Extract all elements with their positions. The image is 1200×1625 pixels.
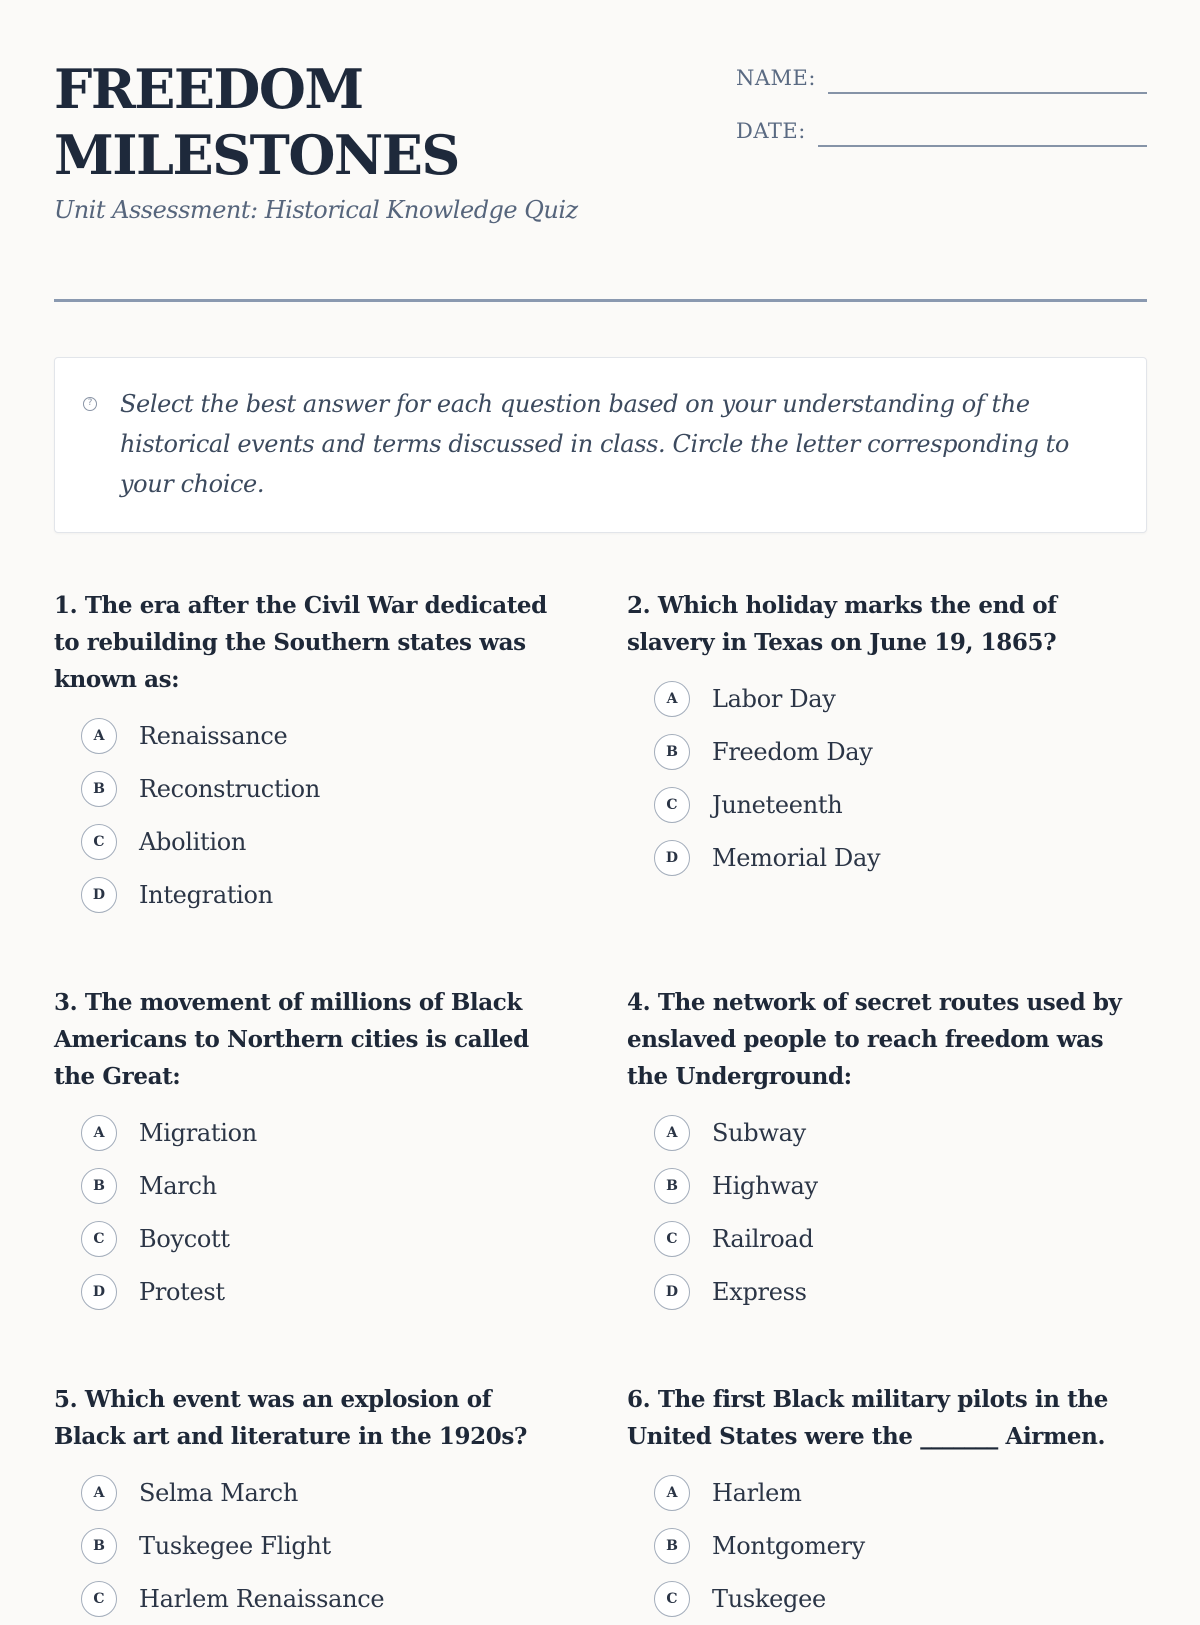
option-d[interactable]	[54, 1265, 554, 1318]
option-c[interactable]	[627, 1212, 1127, 1265]
question-text: 3. The movement of millions of Black Americans to Northern cities is called the Great:	[54, 989, 529, 1090]
question-text: 2. Which holiday marks the end of slavery in Texas on June 19, 1865?	[627, 592, 1057, 656]
question-text: 1. The era after the Civil War dedicated to rebuilding the Southern states was known as:	[54, 592, 547, 693]
option-text: Juneteenth	[712, 790, 843, 819]
option-text: March	[139, 1171, 217, 1200]
option-text: Reconstruction	[139, 774, 320, 803]
option-letter[interactable]: C	[654, 787, 690, 823]
option-letter[interactable]: C	[81, 1581, 117, 1617]
option-letter[interactable]: B	[81, 1528, 117, 1564]
option-a[interactable]	[627, 672, 1127, 725]
option-letter[interactable]: B	[81, 1168, 117, 1204]
option-text: Boycott	[139, 1224, 230, 1253]
option-letter[interactable]: C	[654, 1581, 690, 1617]
quiz-page	[54, 0, 1147, 1613]
option-a[interactable]	[54, 1106, 554, 1159]
option-b[interactable]	[54, 1159, 554, 1212]
option-c[interactable]	[54, 1212, 554, 1265]
option-d[interactable]	[627, 831, 1127, 884]
option-letter[interactable]: B	[654, 1168, 690, 1204]
option-text: Labor Day	[712, 684, 836, 713]
question-4	[627, 984, 1127, 1318]
student-fields	[736, 58, 1147, 164]
option-b[interactable]	[54, 762, 554, 815]
option-text: Freedom Day	[712, 737, 873, 766]
option-c[interactable]	[54, 815, 554, 868]
option-letter[interactable]: C	[81, 1221, 117, 1257]
instructions-box	[54, 357, 1147, 533]
question-3	[54, 984, 554, 1318]
option-list	[54, 1466, 554, 1625]
option-d[interactable]	[54, 868, 554, 921]
option-d[interactable]	[627, 1265, 1127, 1318]
info-icon: ?	[83, 397, 97, 411]
option-text: Selma March	[139, 1478, 298, 1507]
name-label: NAME:	[736, 66, 816, 90]
date-field	[736, 111, 1147, 147]
option-letter[interactable]: B	[654, 734, 690, 770]
option-list	[627, 1106, 1127, 1318]
option-text: Montgomery	[712, 1531, 865, 1560]
question-6	[627, 1381, 1127, 1625]
question-2	[627, 587, 1127, 884]
date-label: DATE:	[736, 119, 806, 143]
option-list	[54, 1106, 554, 1318]
option-list	[627, 672, 1127, 884]
option-text: Subway	[712, 1118, 806, 1147]
option-list	[54, 709, 554, 921]
option-c[interactable]	[54, 1572, 554, 1625]
header-divider	[54, 299, 1147, 302]
option-letter[interactable]: A	[81, 1475, 117, 1511]
option-a[interactable]	[54, 1466, 554, 1519]
option-b[interactable]	[627, 725, 1127, 778]
question-1	[54, 587, 554, 921]
option-text: Renaissance	[139, 721, 288, 750]
option-letter[interactable]: D	[81, 1274, 117, 1310]
option-a[interactable]	[627, 1106, 1127, 1159]
name-field	[736, 58, 1147, 94]
option-b[interactable]	[627, 1519, 1127, 1572]
option-c[interactable]	[627, 1572, 1127, 1625]
question-text: 4. The network of secret routes used by enslaved people to reach freedom was the Underground:	[627, 989, 1122, 1090]
instructions-text: Select the best answer for each question based on your understanding of the historical events and terms discussed in class. Circle the letter corresponding to your choice.	[120, 390, 1069, 498]
option-text: Express	[712, 1277, 807, 1306]
option-text: Integration	[139, 880, 273, 909]
question-text: 5. Which event was an explosion of Black art and literature in the 1920s?	[54, 1386, 527, 1450]
option-letter[interactable]: A	[81, 1115, 117, 1151]
option-text: Highway	[712, 1171, 818, 1200]
option-c[interactable]	[627, 778, 1127, 831]
option-text: Migration	[139, 1118, 257, 1147]
page-title: FREEDOM MILESTONES	[54, 57, 459, 187]
option-letter[interactable]: A	[654, 1475, 690, 1511]
option-text: Abolition	[139, 827, 247, 856]
option-letter[interactable]: C	[654, 1221, 690, 1257]
option-text: Harlem	[712, 1478, 802, 1507]
option-letter[interactable]: B	[81, 771, 117, 807]
question-5	[54, 1381, 554, 1625]
option-a[interactable]	[627, 1466, 1127, 1519]
page-subtitle: Unit Assessment: Historical Knowledge Quiz	[54, 196, 578, 224]
option-list	[627, 1466, 1127, 1625]
option-text: Tuskegee	[712, 1584, 826, 1613]
option-letter[interactable]: A	[81, 718, 117, 754]
question-text: 6. The first Black military pilots in the United States were the _______ Airmen.	[627, 1386, 1108, 1450]
option-text: Memorial Day	[712, 843, 881, 872]
option-text: Harlem Renaissance	[139, 1584, 385, 1613]
option-text: Protest	[139, 1277, 225, 1306]
option-letter[interactable]: D	[81, 877, 117, 913]
option-letter[interactable]: D	[654, 1274, 690, 1310]
name-input-line[interactable]	[828, 62, 1147, 94]
option-a[interactable]	[54, 709, 554, 762]
option-b[interactable]	[627, 1159, 1127, 1212]
option-letter[interactable]: A	[654, 1115, 690, 1151]
option-letter[interactable]: B	[654, 1528, 690, 1564]
option-letter[interactable]: D	[654, 840, 690, 876]
option-b[interactable]	[54, 1519, 554, 1572]
option-text: Tuskegee Flight	[139, 1531, 331, 1560]
option-text: Railroad	[712, 1224, 814, 1253]
option-letter[interactable]: C	[81, 824, 117, 860]
option-letter[interactable]: A	[654, 681, 690, 717]
date-input-line[interactable]	[818, 115, 1147, 147]
